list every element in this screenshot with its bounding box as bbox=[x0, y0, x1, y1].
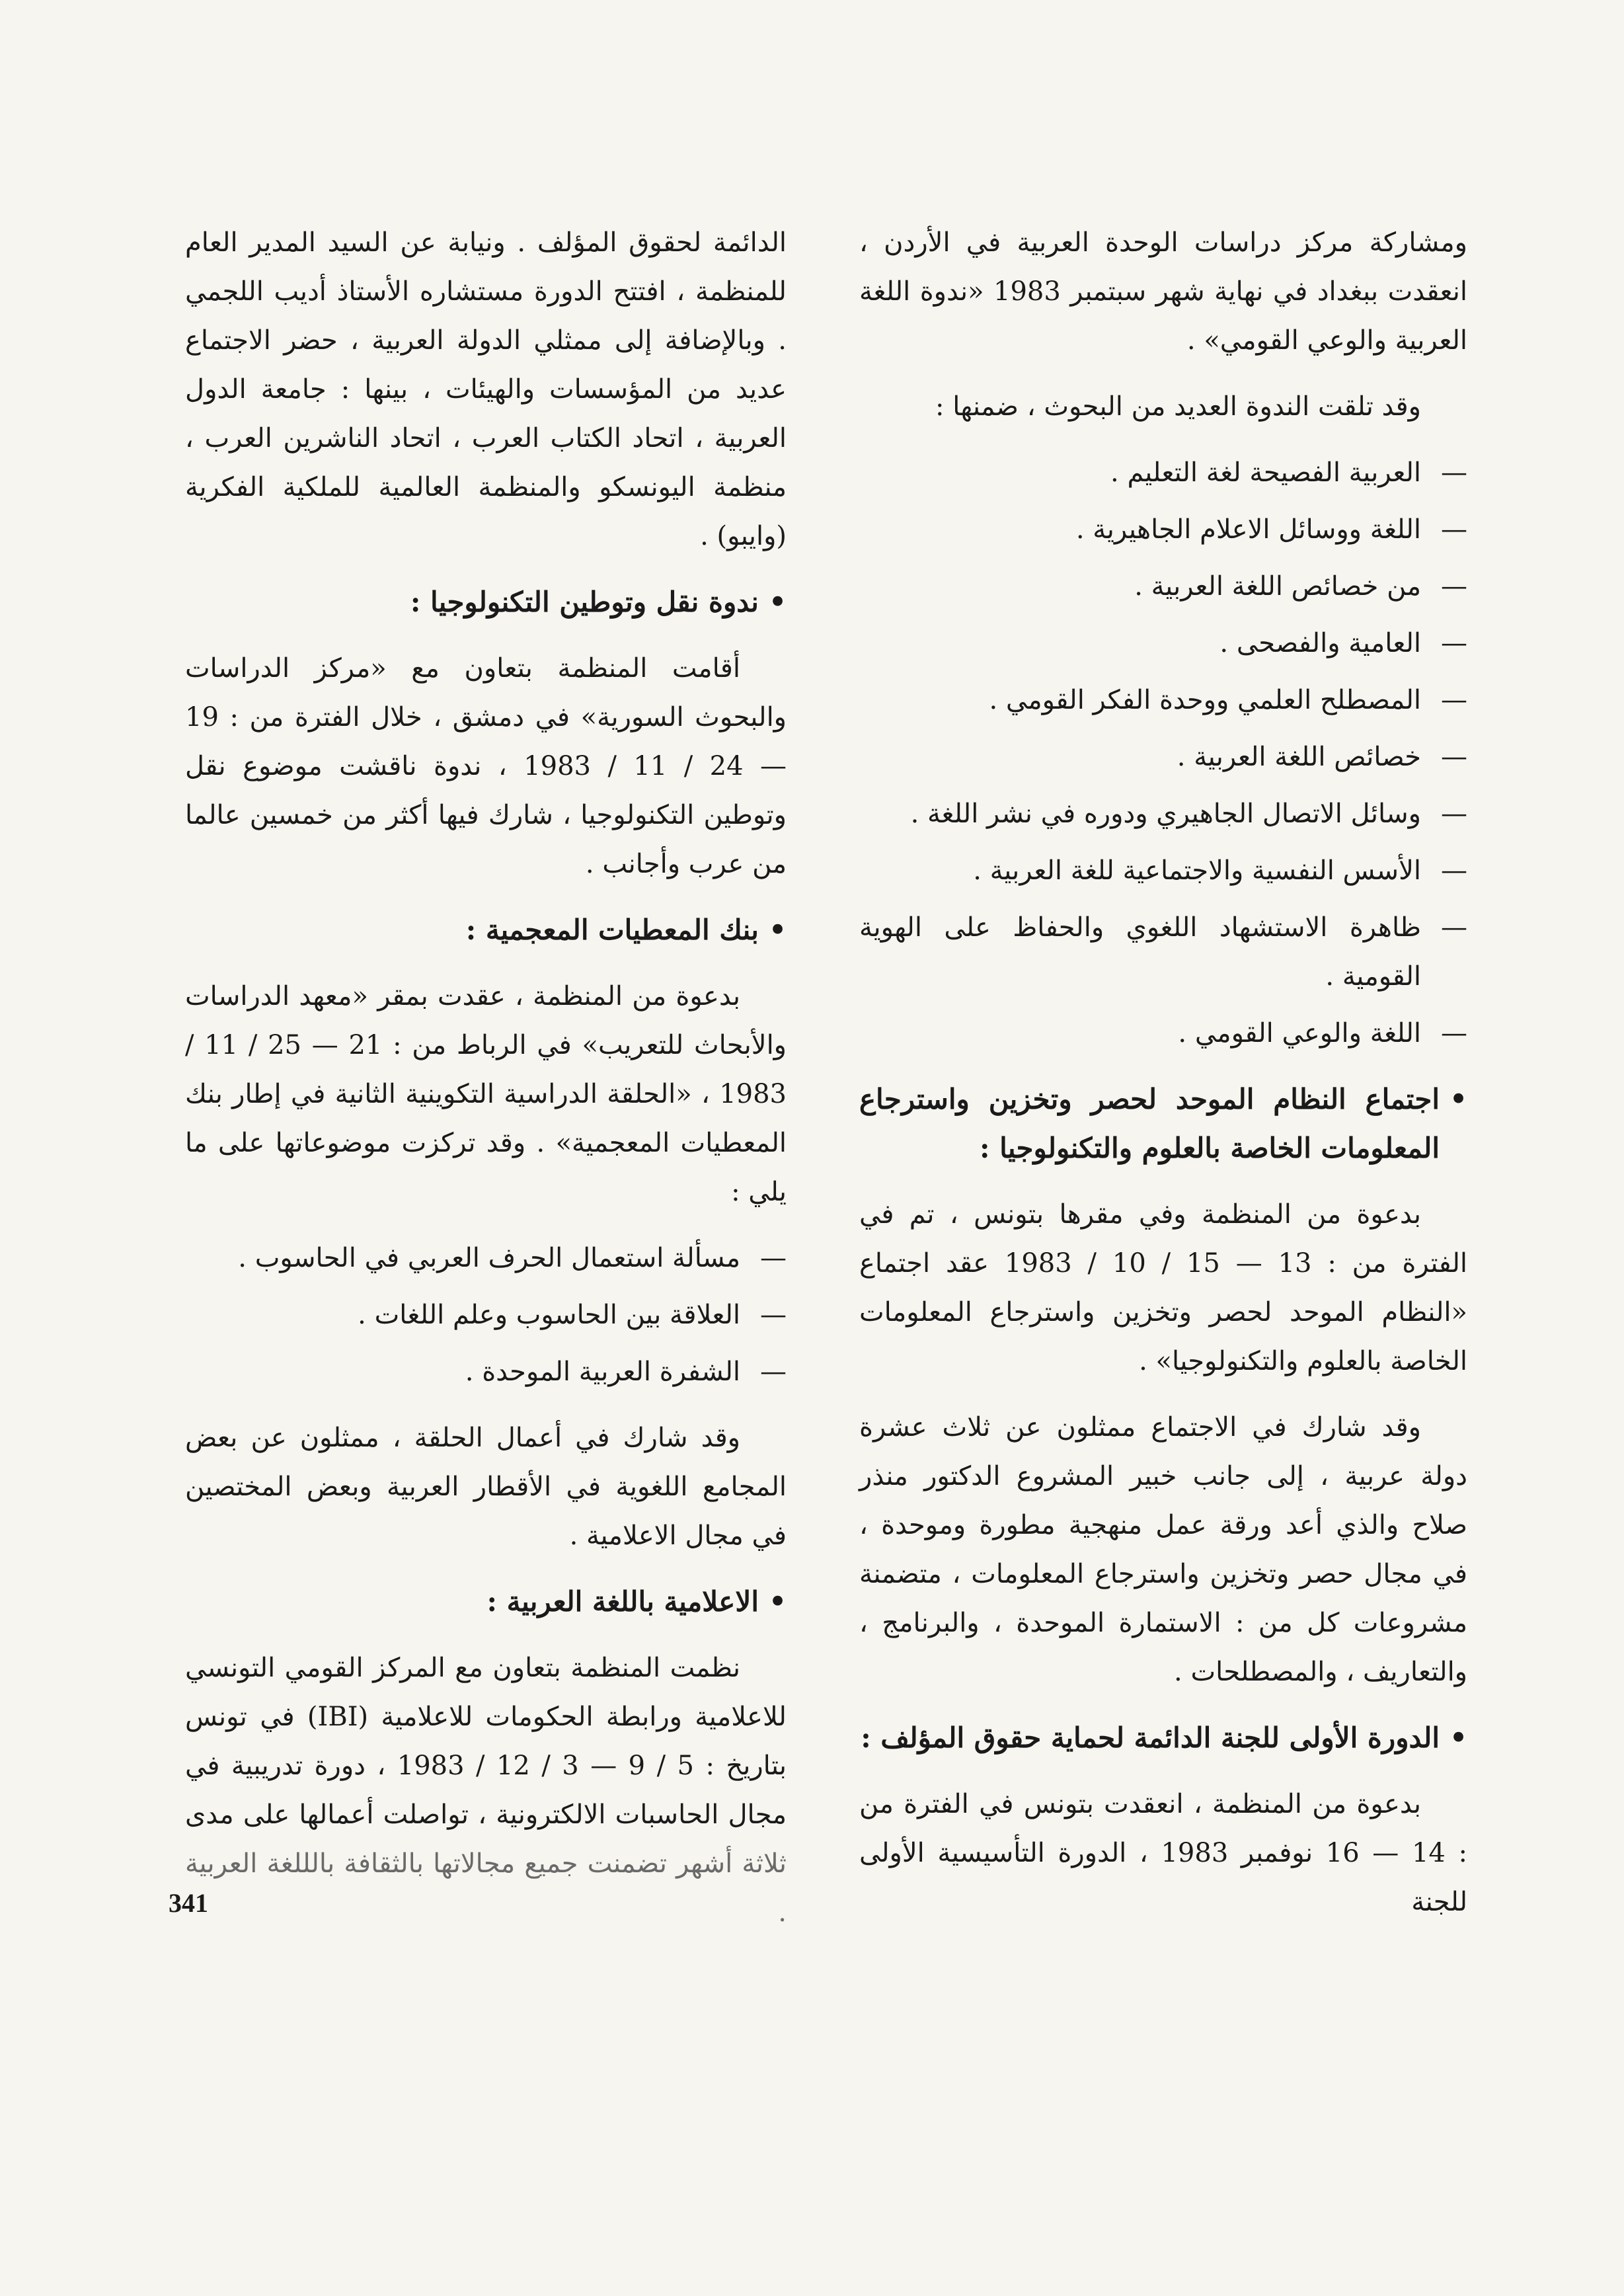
list-item: — العامية والفصحى . bbox=[859, 619, 1467, 668]
dash-marker: — bbox=[1441, 855, 1467, 886]
dash-marker: — bbox=[1441, 514, 1467, 545]
bullet-marker: • bbox=[1450, 1722, 1467, 1754]
arabic-informatics-paragraph: نظمت المنظمة بتعاون مع المركز القومي التونسي للاعلامية ورابطة الحكومات للاعلامية (IBI) في تونس بتاريخ : 5 / 9 — 3 / 12 / 1983 ، دورة تدريبية في مجال الحاسبات الالكترونية ، تواصلت أعمالها على مدى ثلاثة أشهر تضمنت جميع مجالاتها بالثقافة بالللغة العربية . bbox=[185, 1653, 787, 1928]
dash-marker: — bbox=[760, 1300, 787, 1330]
list-item: — اللغة والوعي القومي . bbox=[859, 1009, 1467, 1058]
dash-marker: — bbox=[1441, 685, 1467, 715]
dash-marker: — bbox=[1441, 571, 1467, 602]
list-item: — الشفرة العربية الموحدة . bbox=[185, 1347, 787, 1396]
bullet-marker: • bbox=[769, 914, 787, 946]
left-column bbox=[185, 218, 787, 1954]
right-column bbox=[859, 218, 1467, 1944]
list-item: — ظاهرة الاستشهاد اللغوي والحفاظ على الهوية القومية . bbox=[859, 903, 1467, 1001]
section-heading-lexical-data-bank: • بنك المعطيات المعجمية : bbox=[185, 906, 787, 955]
dash-marker: — bbox=[760, 1357, 787, 1387]
list-item: — المصطلح العلمي ووحدة الفكر القومي . bbox=[859, 676, 1467, 725]
list-item: — وسائل الاتصال الجاهيري ودوره في نشر اللغة . bbox=[859, 789, 1467, 838]
section-heading-technology-transfer: • ندوة نقل وتوطين التكنولوجيا : bbox=[185, 578, 787, 627]
list-item: — الأسس النفسية والاجتماعية للغة العربية . bbox=[859, 846, 1467, 895]
dash-marker: — bbox=[1441, 457, 1467, 488]
continuation-paragraph: الدائمة لحقوق المؤلف . ونيابة عن السيد المدير العام للمنظمة ، افتتح الدورة مستشاره الأستاذ أديب اللجمي . وبالإضافة إلى ممثلي الدولة العربية ، حضر الاجتماع عديد من المؤسسات والهيئات ، بينها : جامعة الدول العربية ، اتحاد الكتاب العرب ، اتحاد الناشرين العرب ، منظمة اليونسكو والمنظمة العالمية للملكية الفكرية (وايبو) . bbox=[185, 227, 787, 551]
lexical-data-bank-paragraph-2: وقد شارك في أعمال الحلقة ، ممثلون عن بعض المجامع اللغوية في الأقطار العربية وبعض المختصين في مجال الاعلامية . bbox=[185, 1423, 787, 1551]
list-item: — خصائص اللغة العربية . bbox=[859, 732, 1467, 781]
page-number: 341 bbox=[169, 1888, 208, 1918]
info-systems-paragraph-1: بدعوة من المنظمة وفي مقرها بتونس ، تم في الفترة من : 13 — 15 / 10 / 1983 عقد اجتماع «النظام الموحد لحصر وتخزين واسترجاع المعلومات الخاصة بالعلوم والتكنولوجيا» . bbox=[859, 1199, 1468, 1376]
dash-marker: — bbox=[1441, 799, 1467, 829]
dash-marker: — bbox=[1441, 628, 1467, 658]
lexical-data-bank-paragraph-1: بدعوة من المنظمة ، عقدت بمقر «معهد الدراسات والأبحاث للتعريب» في الرباط من : 21 — 25 / 11 / 1983 ، «الحلقة الدراسية التكوينية الثانية في إطار بنك المعطيات المعجمية» . وقد تركزت موضوعاتها على ما يلي : bbox=[185, 981, 787, 1207]
section-heading-arabic-informatics: • الاعلامية باللغة العربية : bbox=[185, 1577, 787, 1626]
dash-marker: — bbox=[1441, 912, 1467, 943]
research-lead: وقد تلقت الندوة العديد من البحوث ، ضمنها : bbox=[935, 391, 1421, 422]
faded-text: ثلاثة أشهر تضمنت جميع مجالاتها بالثقافة بالللغة العربية . bbox=[185, 1848, 787, 1928]
research-topics-list bbox=[859, 448, 1467, 1058]
bullet-marker: • bbox=[1450, 1083, 1467, 1115]
dash-marker: — bbox=[760, 1243, 787, 1273]
list-item: — مسألة استعمال الحرف العربي في الحاسوب . bbox=[185, 1234, 787, 1283]
technology-transfer-paragraph: أقامت المنظمة بتعاون مع «مركز الدراسات والبحوث السورية» في دمشق ، خلال الفترة من : 19 — 24 / 11 / 1983 ، ندوة ناقشت موضوع نقل وتوطين التكنولوجيا ، شارك فيها أكثر من خمسين عالما من عرب وأجانب . bbox=[185, 653, 787, 879]
list-item: — من خصائص اللغة العربية . bbox=[859, 562, 1467, 611]
list-item: — العربية الفصيحة لغة التعليم . bbox=[859, 448, 1467, 497]
bullet-marker: • bbox=[769, 586, 787, 618]
lexical-topics-list bbox=[185, 1234, 787, 1396]
list-item: — اللغة ووسائل الاعلام الجاهيرية . bbox=[859, 505, 1467, 554]
list-item: — العلاقة بين الحاسوب وعلم اللغات . bbox=[185, 1290, 787, 1339]
dash-marker: — bbox=[1441, 742, 1467, 772]
dash-marker: — bbox=[1441, 1018, 1467, 1049]
bullet-marker: • bbox=[769, 1585, 787, 1618]
section-heading-info-systems: • اجتماع النظام الموحد لحصر وتخزين واسترجاع المعلومات الخاصة بالعلوم والتكنولوجيا : bbox=[859, 1075, 1467, 1173]
copyright-committee-paragraph: بدعوة من المنظمة ، انعقدت بتونس في الفترة من : 14 — 16 نوفمبر 1983 ، الدورة التأسيسية الأولى للجنة bbox=[859, 1789, 1467, 1917]
section-heading-copyright-committee: • الدورة الأولى للجنة الدائمة لحماية حقوق المؤلف : bbox=[859, 1714, 1467, 1762]
intro-paragraph: ومشاركة مركز دراسات الوحدة العربية في الأردن ، انعقدت ببغداد في نهاية شهر سبتمبر 1983 «ندوة اللغة العربية والوعي القومي» . bbox=[859, 227, 1467, 356]
info-systems-paragraph-2: وقد شارك في الاجتماع ممثلون عن ثلاث عشرة دولة عربية ، إلى جانب خبير المشروع الدكتور منذر صلاح والذي أعد ورقة عمل منهجية مطورة وموحدة ، في مجال حصر وتخزين واسترجاع المعلومات ، متضمنة مشروعات كل من : الاستمارة الموحدة ، والبرنامج ، والتعاريف ، والمصطلحات . bbox=[859, 1412, 1467, 1687]
